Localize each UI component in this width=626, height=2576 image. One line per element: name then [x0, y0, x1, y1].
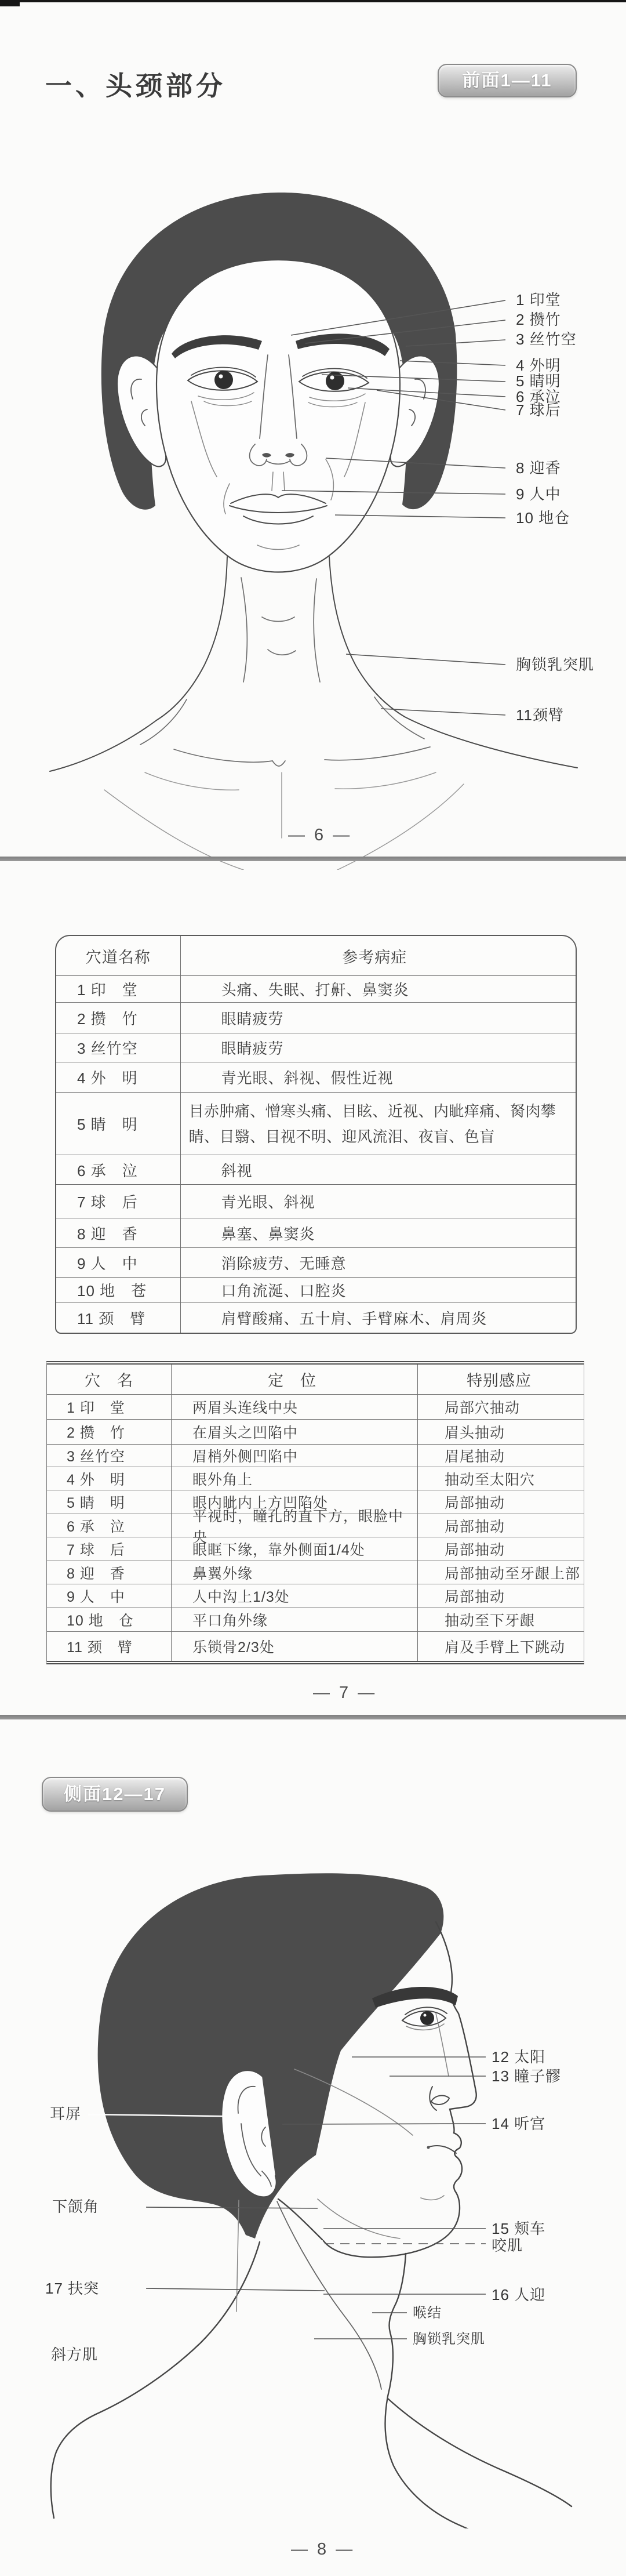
front-view-badge: 前面1—11 — [438, 64, 577, 97]
page-divider — [0, 1715, 626, 1719]
symptoms: 目赤肿痛、憎寒头痛、目眩、近视、内眦痒痛、胬肉攀睛、目翳、目视不明、迎风流泪、夜盲、色盲 — [188, 1102, 556, 1145]
page-number: — 6 — — [288, 826, 352, 844]
scan-corner-mark — [0, 0, 20, 6]
jaw-line — [278, 2199, 322, 2240]
acupoint-label: 3 丝竹空 — [516, 331, 577, 348]
pupil — [420, 2011, 434, 2025]
table-row — [47, 1561, 584, 1584]
table-row — [47, 1508, 584, 1545]
left-iris — [214, 371, 233, 389]
acupoint-label: 12 太阳 — [492, 2048, 546, 2066]
table-row — [47, 1419, 584, 1444]
acupoint-name: 6 承 泣 — [47, 1514, 172, 1537]
acupoint-label: 13 瞳子髎 — [492, 2067, 562, 2085]
location: 两眉头连线中央 — [172, 1395, 418, 1419]
table-row — [56, 1277, 576, 1302]
symptoms: 头痛、失眠、打鼾、鼻窦炎 — [221, 981, 409, 999]
table-header-row — [56, 936, 576, 975]
table-header-cell: 定 位 — [172, 1365, 418, 1394]
acupoint-name: 5 睛 明 — [47, 1490, 172, 1514]
table-row — [56, 1247, 576, 1277]
acupoint-label: 10 地仓 — [516, 509, 570, 527]
acupoint-name: 11 颈 臂 — [47, 1632, 172, 1661]
section-title: 一、头颈部分 — [45, 71, 226, 101]
front-face-art — [50, 193, 577, 870]
acupoint-label: 5 睛明 — [516, 372, 561, 390]
page-number: — 7 — — [313, 1684, 377, 1702]
acupoint-label: 8 迎香 — [516, 459, 561, 477]
symptoms: 青光眼、斜视、假性近视 — [221, 1069, 394, 1087]
anatomy-label: 下颌角 — [52, 2198, 100, 2215]
sensation: 局部抽动 — [445, 1589, 505, 1605]
acupoint-label: 4 外明 — [516, 357, 561, 374]
acupoint-name: 10 地 苍 — [56, 1278, 181, 1302]
location: 平口角外缘 — [172, 1608, 418, 1631]
symptoms: 青光眼、斜视 — [221, 1193, 315, 1211]
table-row — [47, 1631, 584, 1661]
table-header-cell: 穴 名 — [47, 1365, 172, 1394]
symptoms: 肩臂酸痛、五十肩、手臂麻木、肩周炎 — [221, 1309, 487, 1327]
acupoint-label: 11颈臂 — [516, 706, 564, 724]
acupoint-name: 2 攒 竹 — [56, 1003, 181, 1033]
location: 在眉头之凹陷中 — [172, 1420, 418, 1444]
acupoint-name: 6 承 泣 — [56, 1155, 181, 1184]
sensation: 局部抽动 — [445, 1542, 505, 1558]
sensation: 抽动至太阳穴 — [445, 1471, 536, 1488]
acupoint-label: 2 攒竹 — [516, 311, 561, 328]
table-header-cell: 特别感应 — [467, 1372, 532, 1389]
acupoint-name: 7 球 后 — [47, 1537, 172, 1561]
table-row — [47, 1444, 584, 1467]
table-row — [56, 1002, 576, 1033]
table-header-cell: 穴道名称 — [56, 936, 181, 975]
table-row — [47, 1608, 584, 1631]
acupoint-name: 8 迎 香 — [56, 1218, 181, 1247]
acupoint-name: 1 印 堂 — [47, 1395, 172, 1419]
table-row — [56, 1033, 576, 1062]
table-row — [56, 1302, 576, 1333]
acupoint-name: 4 外 明 — [56, 1062, 181, 1092]
location: 平视时，瞳孔的直下方，眼脸中央 — [172, 1514, 418, 1537]
table-header-cell: 参考病症 — [342, 948, 407, 966]
symptoms: 口角流涎、口腔炎 — [221, 1282, 347, 1300]
location: 眼眶下缘，靠外侧面1/4处 — [172, 1537, 418, 1561]
scan-edge — [0, 0, 626, 2]
acupoint-name: 11 颈 臂 — [56, 1302, 181, 1333]
table-row — [47, 1394, 584, 1419]
symptoms: 消除疲劳、无睡意 — [221, 1254, 347, 1272]
page-divider — [0, 857, 626, 861]
location: 眉梢外侧凹陷中 — [172, 1445, 418, 1467]
acupoint-label: 6 承泣 — [516, 388, 561, 405]
side-view-badge: 侧面12—17 — [42, 1777, 188, 1812]
table-row — [56, 1218, 576, 1247]
location: 乐锁骨2/3处 — [172, 1632, 418, 1661]
anatomy-label: 耳屏 — [50, 2105, 82, 2123]
table-row — [56, 975, 576, 1002]
table-row — [47, 1584, 584, 1608]
muscle-label: 胸锁乳突肌 — [516, 656, 595, 673]
location: 鼻翼外缘 — [172, 1561, 418, 1584]
table-header-row — [47, 1365, 584, 1394]
sensation: 眉头抽动 — [445, 1425, 505, 1441]
acupoint-name: 7 球 后 — [56, 1185, 181, 1218]
acupoint-label: 17 扶突 — [45, 2280, 100, 2297]
acupoint-name: 1 印 堂 — [56, 976, 181, 1002]
table-row — [47, 1537, 584, 1561]
table-row — [56, 1155, 576, 1184]
table-row — [56, 1184, 576, 1218]
symptoms: 鼻塞、鼻窦炎 — [221, 1225, 315, 1243]
muscle-label: 斜方肌 — [51, 2346, 99, 2363]
chest-line — [388, 2399, 572, 2506]
sensation: 眉尾抽动 — [445, 1449, 505, 1465]
table-row — [56, 1092, 576, 1155]
acupoint-name: 2 攒 竹 — [47, 1420, 172, 1444]
sensation: 局部穴抽动 — [445, 1400, 521, 1416]
side-face-figure — [0, 1798, 626, 2528]
symptoms: 斜视 — [221, 1162, 253, 1180]
location: 眼外角上 — [172, 1467, 418, 1490]
acupoint-name: 5 睛 明 — [56, 1093, 181, 1155]
acupoint-name: 4 外 明 — [47, 1467, 172, 1490]
location: 眼内眦内上方凹陷处 — [172, 1490, 418, 1514]
face-outline — [156, 260, 400, 572]
acupoint-name: 9 人 中 — [47, 1584, 172, 1608]
location-table — [46, 1361, 584, 1664]
symptoms: 眼睛疲劳 — [221, 1040, 284, 1057]
sensation: 抽动至下牙龈 — [445, 1613, 536, 1629]
sensation: 肩及手臂上下跳动 — [445, 1639, 566, 1656]
sensation: 局部抽动 — [445, 1518, 505, 1535]
page-number: — 8 — — [291, 2540, 355, 2559]
acupoint-label: 1 印堂 — [516, 291, 561, 309]
table-row — [56, 1062, 576, 1092]
acupoint-name: 3 丝竹空 — [47, 1445, 172, 1467]
symptoms: 眼睛疲劳 — [221, 1010, 284, 1028]
sensation: 局部抽动至牙龈上部 — [445, 1565, 581, 1582]
muscle-label: 咬肌 — [492, 2237, 523, 2254]
anatomy-label: 喉结 — [413, 2305, 442, 2321]
acupoint-name: 8 迎 香 — [47, 1561, 172, 1584]
table-row — [47, 1467, 584, 1490]
location: 人中沟上1/3处 — [172, 1584, 418, 1608]
sensation: 局部抽动 — [445, 1495, 505, 1511]
muscle-label: 胸锁乳突肌 — [413, 2331, 485, 2347]
acupoint-name: 3 丝竹空 — [56, 1033, 181, 1062]
symptom-table — [55, 935, 577, 1334]
acupoint-label: 9 人中 — [516, 485, 561, 503]
acupoint-name: 9 人 中 — [56, 1248, 181, 1277]
acupoint-label: 16 人迎 — [492, 2286, 546, 2303]
acupoint-label: 14 听宫 — [492, 2115, 546, 2132]
acupoint-label: 7 球后 — [516, 401, 561, 419]
acupoint-label: 15 颊车 — [492, 2220, 546, 2237]
acupoint-name: 10 地 仓 — [47, 1608, 172, 1631]
